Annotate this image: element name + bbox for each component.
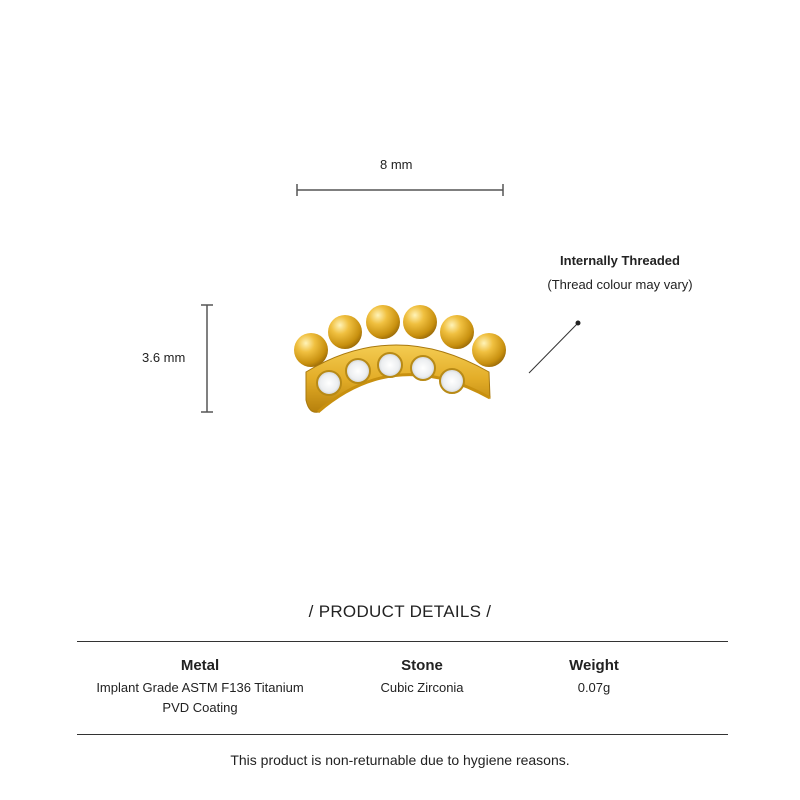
details-top-divider	[77, 641, 728, 642]
metal-header: Metal	[180, 657, 220, 674]
height-label: 3.6 mm	[142, 350, 186, 365]
stone-header: Stone	[401, 657, 443, 674]
thread-note-subtitle: (Thread colour may vary)	[547, 277, 693, 292]
thread-pointer-line	[529, 321, 581, 374]
details-column-weight	[534, 657, 654, 698]
weight-header: Weight	[569, 657, 619, 674]
height-dimension-line	[201, 305, 213, 412]
width-label: 8 mm	[380, 157, 413, 172]
product-details-heading: / PRODUCT DETAILS /	[308, 602, 492, 621]
metal-value-line-2: PVD Coating	[162, 700, 238, 715]
stone-value: Cubic Zirconia	[380, 680, 464, 695]
thread-note-title: Internally Threaded	[560, 253, 680, 268]
details-bottom-divider	[77, 734, 728, 735]
details-column-stone	[342, 657, 502, 698]
weight-value: 0.07g	[577, 680, 611, 695]
footer-note: This product is non-returnable due to hygiene reasons.	[230, 752, 570, 768]
metal-value-line-1: Implant Grade ASTM F136 Titanium	[96, 680, 304, 695]
width-dimension-line	[297, 184, 503, 196]
details-column-metal	[80, 657, 320, 718]
